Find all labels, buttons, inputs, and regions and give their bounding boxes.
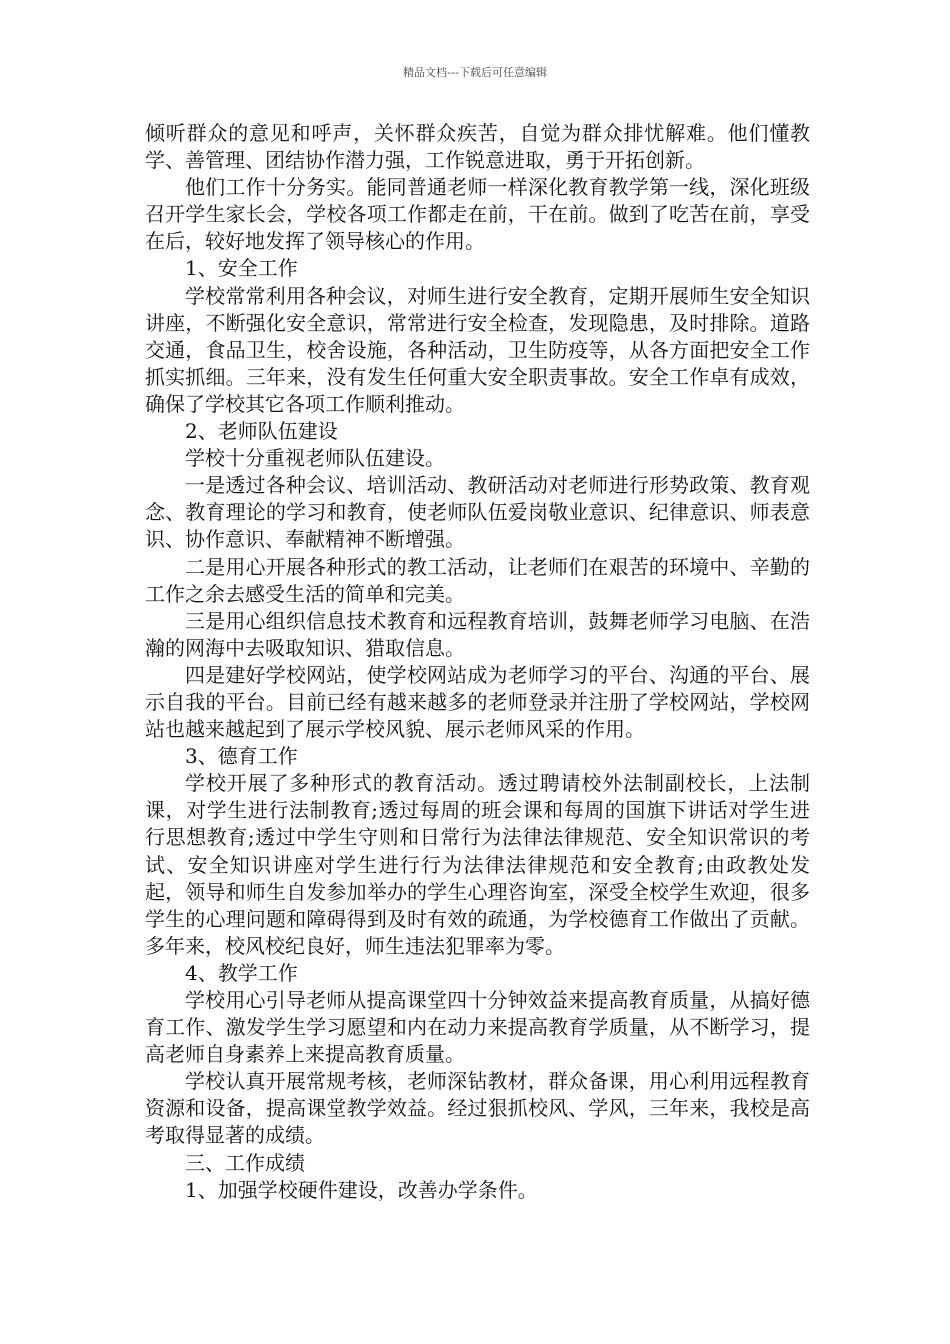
paragraph: 他们工作十分务实。能同普通老师一样深化教育教学第一线，深化班级召开学生家长会，学校各项工作都走在前，干在前。做到了吃苦在前，享受在后，较好地发挥了领导核心的作用。 <box>145 175 810 254</box>
paragraph: 一是透过各种会议、培训活动、教研活动对老师进行形势政策、教育观念、教育理论的学习和教育，使老师队伍爱岗敬业意识、纪律意识、师表意识、协作意识、奉献精神不断增强。 <box>145 473 810 552</box>
section-heading: 1、安全工作 <box>185 256 298 281</box>
paragraph: 倾听群众的意见和呼声，关怀群众疾苦，自觉为群众排忧解难。他们懂教学、善管理、团结协作潜力强，工作锐意进取，勇于开拓创新。 <box>145 121 810 173</box>
paragraph: 二是用心开展各种形式的教工活动，让老师们在艰苦的环境中、辛勤的工作之余去感受生活的简单和完美。 <box>145 554 810 606</box>
page-header: 精品文档---下载后可任意编辑 <box>403 66 547 79</box>
paragraph: 学校常常利用各种会议，对师生进行安全教育，定期开展师生安全知识讲座，不断强化安全意识，常常进行安全检查，发现隐患，及时排除。道路交通，食品卫生，校舍设施，各种活动，卫生防疫等，从各方面把安全工作抓实抓细。三年来，没有发生任何重大安全职责事故。安全工作卓有成效，确保了学校其它各项工作顺利推动。 <box>145 283 810 416</box>
section-heading: 2、老师队伍建设 <box>185 419 338 444</box>
section-heading: 4、教学工作 <box>185 960 298 985</box>
paragraph: 四是建好学校网站，使学校网站成为老师学习的平台、沟通的平台、展示自我的平台。目前已经有越来越多的老师登录并注册了学校网站，学校网站也越来越起到了展示学校风貌、展示老师风采的作用。 <box>145 662 810 742</box>
paragraph: 学校用心引导老师从提高课堂四十分钟效益来提高教育质量，从搞好德育工作、激发学生学习愿望和内在动力来提高教育学质量，从不断学习，提高老师自身素养上来提高教育质量。 <box>145 988 810 1067</box>
section-heading: 三、工作成绩 <box>185 1150 305 1175</box>
document-body <box>145 120 810 1204</box>
paragraph: 三是用心组织信息技术教育和远程教育培训，鼓舞老师学习电脑、在浩瀚的网海中去吸取知识、猎取信息。 <box>145 608 810 660</box>
paragraph: 学校认真开展常规考核，老师深钻教材，群众备课，用心利用远程教育资源和设备，提高课堂教学效益。经过狠抓校风、学风，三年来，我校是高考取得显著的成绩。 <box>145 1069 810 1148</box>
section-heading: 3、德育工作 <box>185 744 298 769</box>
paragraph: 学校十分重视老师队伍建设。 <box>185 446 445 471</box>
paragraph: 1、加强学校硬件建设，改善办学条件。 <box>185 1177 538 1202</box>
paragraph: 学校开展了多种形式的教育活动。透过聘请校外法制副校长，上法制课，对学生进行法制教育;透过每周的班会课和每周的国旗下讲话对学生进行思想教育;透过中学生守则和日常行为法律法律规范、安全知识常识的考试、安全知识讲座对学生进行行为法律法律规范和安全教育;由政教处发起，领导和师生自发参加举办的学生心理咨询室，深受全校学生欢迎，很多学生的心理问题和障碍得到及时有效的疏通，为学校德育工作做出了贡献。多年来，校风校纪良好，师生违法犯罪率为零。 <box>145 771 810 958</box>
